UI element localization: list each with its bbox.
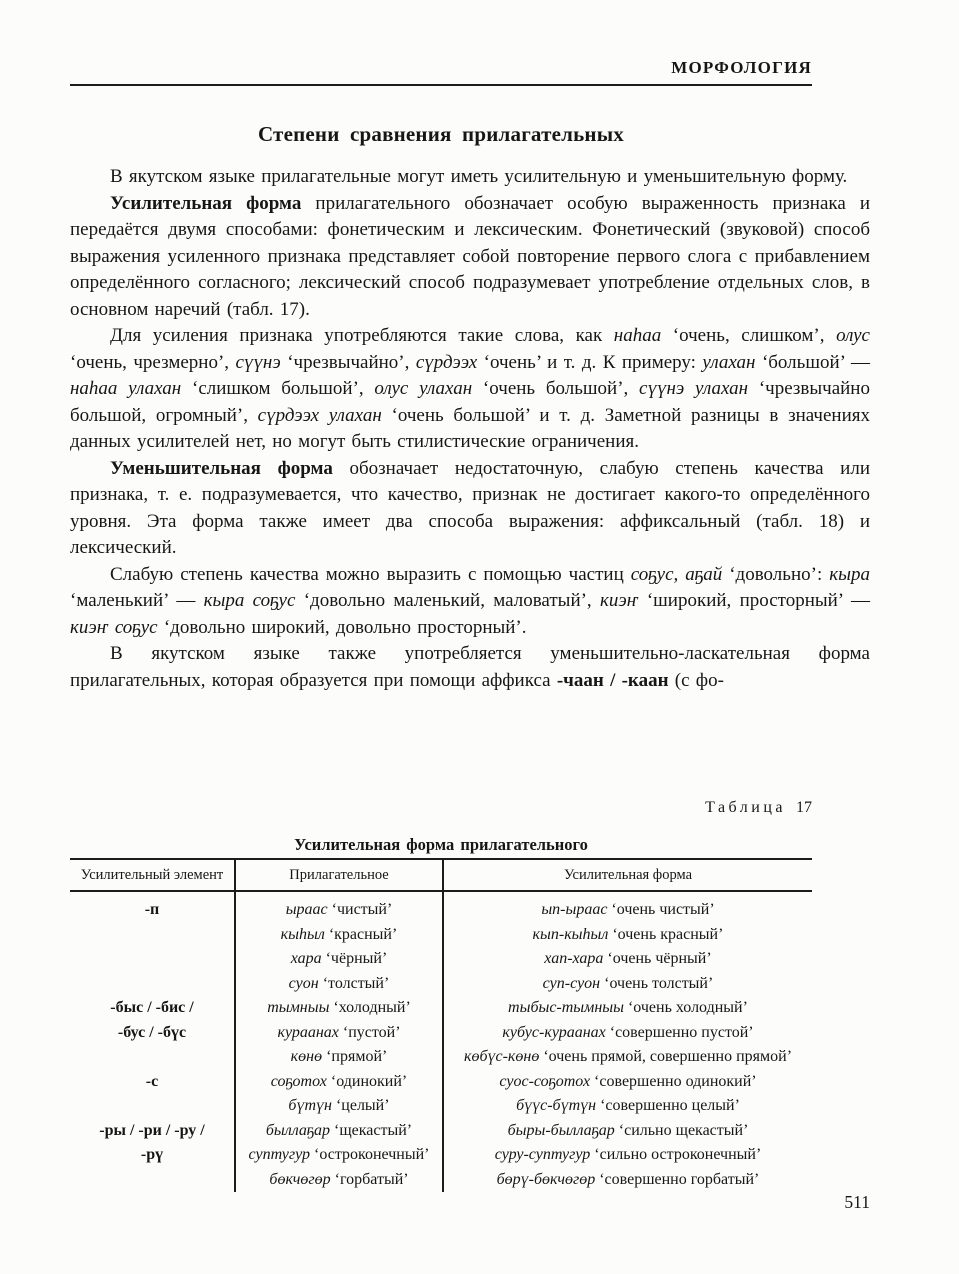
affix-cell: -быс / -бис / [70,996,235,1021]
adjective-cell [235,996,443,1021]
table-caption [70,799,812,817]
russian-gloss: ‘холодный’ [329,999,411,1016]
yakut-word-run: киэҥ [599,590,639,611]
yakut-word: суптугур [248,1146,310,1163]
bold-run: -чаан / -каан [556,669,669,691]
russian-gloss: ‘горбатый’ [330,1170,409,1188]
adjective-cell [235,1094,443,1119]
form-cell [443,1045,812,1070]
affix-cell [70,947,235,972]
yakut-word: көбүс-көнө [463,1048,540,1065]
affix-cell: -п [70,891,235,923]
table-row [70,972,812,997]
form-cell [443,996,812,1021]
yakut-word-run: улахан [702,351,756,373]
table-caption-number: 17 [796,799,812,816]
form-cell [443,972,812,997]
russian-gloss: ‘очень чистый’ [607,901,715,918]
table-row [70,1168,812,1193]
table-row [70,1094,812,1119]
russian-gloss: ‘совершенно пустой’ [605,1023,754,1041]
affix-cell [70,1168,235,1193]
russian-gloss: ‘сильно щекастый’ [614,1121,749,1139]
text-run: Для усиления признака употребляются такие слова, как [110,325,614,346]
yakut-word: соҕотох [270,1072,327,1090]
russian-gloss: ‘сильно остроконечный’ [590,1146,762,1163]
russian-gloss: ‘целый’ [331,1097,390,1114]
table-caption-word: Таблица [705,799,786,816]
text-run: ‘очень, слишком’, [661,325,837,346]
affix-cell [70,972,235,997]
text-run: ‘большой’ — [755,351,870,373]
paragraph [70,456,870,562]
form-cell [443,1021,812,1046]
table-row [70,947,812,972]
yakut-word-run: наһаа [613,325,662,346]
table-header-row [70,859,812,891]
paragraphs [70,164,870,694]
table-row [70,1119,812,1144]
page-number: 511 [844,1192,870,1212]
form-cell [443,923,812,948]
yakut-word-run: сүрдээх [415,351,478,373]
form-cell [443,1070,812,1095]
table-row [70,1070,812,1095]
adjective-cell [235,1143,443,1168]
text-run: (с фо- [668,669,724,691]
affix-cell: -бус / -бүс [70,1021,235,1046]
form-cell [443,1119,812,1144]
table-title: Усилительная форма прилагательного [294,835,588,854]
table-row [70,1045,812,1070]
yakut-word: суос-соҕотох [499,1072,591,1090]
russian-gloss: ‘остроконечный’ [309,1146,430,1163]
yakut-word: бөкчөгөр [269,1170,331,1188]
yakut-word: тымныы [267,999,330,1016]
paragraph [70,323,870,456]
russian-gloss: ‘очень чёрный’ [603,950,712,967]
yakut-word-run: кыра [829,563,870,585]
bold-run: Усилительная форма [110,192,302,214]
russian-gloss: ‘щекастый’ [330,1121,413,1139]
yakut-word: бөрү-бөкчөгөр [496,1170,596,1188]
yakut-word-run: сүүнэ [235,351,281,373]
affix-cell: -ры / -ри / -ру / [70,1119,235,1144]
adjective-cell [235,1070,443,1095]
yakut-word: кураанах [277,1023,339,1041]
text-run: ‘широкий, просторный’ — [638,590,870,611]
table-row [70,1021,812,1046]
russian-gloss: ‘одинокий’ [326,1072,408,1090]
text-run: Слабую степень качества можно выразить с помощью частиц [110,563,631,585]
adjective-cell [235,1119,443,1144]
yakut-word: быллаҕар [265,1121,330,1139]
yakut-word-run: сүүнэ улахан [639,378,749,399]
form-cell [443,1168,812,1193]
text-run: В якутском языке прилагательные могут иметь усилительную и уменьшительную форму. [110,166,848,187]
yakut-word: ыраас [285,901,328,918]
adjective-cell [235,1045,443,1070]
affix-cell: -рү [70,1143,235,1168]
yakut-word-run: кыра соҕус [203,590,296,611]
text-run: ‘маленький’ — [70,590,204,611]
text-run: ‘очень большой’, [472,378,640,399]
yakut-word: хара [290,950,322,967]
text-run: ‘довольно’: [722,563,830,585]
russian-gloss: ‘прямой’ [322,1048,388,1065]
table-row [70,923,812,948]
yakut-word: суон [288,974,319,992]
text-run: ‘довольно широкий, довольно просторный’. [157,616,527,638]
russian-gloss: ‘очень прямой, совершенно прямой’ [539,1048,793,1065]
form-cell [443,1143,812,1168]
yakut-word-run: соҕус, аҕай [630,563,723,585]
yakut-word: хап-хара [544,950,604,967]
russian-gloss: ‘очень толстый’ [600,974,714,992]
text-run: ‘чрезвычайно большой, огромный’, [70,378,870,426]
table-row [70,1143,812,1168]
table-row [70,891,812,923]
table-body [70,891,812,1192]
russian-gloss: ‘чёрный’ [321,950,388,967]
adjective-cell [235,1021,443,1046]
running-head-label: МОРФОЛОГИЯ [671,58,812,77]
russian-gloss: ‘очень холодный’ [623,999,748,1016]
column-header-form: Усилительная форма [443,859,812,891]
intensive-forms-table [70,858,812,1192]
column-header-affix: Усилительный элемент [70,859,235,891]
yakut-word-run: сүрдээх улахан [257,404,382,426]
affix-cell: -с [70,1070,235,1095]
adjective-cell [235,1168,443,1193]
russian-gloss: ‘совершенно целый’ [596,1097,740,1114]
yakut-word: көнө [290,1048,323,1065]
yakut-word-run: олус [836,325,870,346]
yakut-word: ып-ыраас [541,901,608,918]
text-run: обозначает недостаточную, слабую степень качества или признака, т. е. подразумевается, что качество, признак не достигает какого-то определённого уровня. Эта форма также имеет два способа выражения: аффиксальный (табл. 18) и лексический. [70,457,870,558]
form-cell [443,1094,812,1119]
yakut-word: бүүс-бүтүн [516,1097,597,1114]
text-run: ‘очень большой’ и т. д. Заметной разницы в значениях данных усилителей нет, но могут быть стилистические ограничения. [70,404,871,452]
yakut-word: быры-быллаҕар [507,1121,615,1139]
yakut-word: бүтүн [288,1097,332,1114]
table-row [70,996,812,1021]
russian-gloss: ‘красный’ [324,925,398,943]
russian-gloss: ‘совершенно одинокий’ [590,1072,757,1090]
text-run: ‘довольно маленький, маловатый’, [295,590,600,611]
adjective-cell [235,972,443,997]
affix-cell [70,1094,235,1119]
adjective-cell [235,923,443,948]
adjective-cell [235,891,443,923]
yakut-word-run: киэҥ соҕус [70,616,158,638]
yakut-word: суп-суон [542,974,601,992]
running-head [70,58,812,86]
affix-cell [70,1045,235,1070]
russian-gloss: ‘совершенно горбатый’ [595,1170,760,1188]
russian-gloss: ‘толстый’ [318,974,390,992]
form-cell [443,947,812,972]
russian-gloss: ‘очень красный’ [608,925,724,943]
yakut-word-run: олус улахан [374,378,473,399]
yakut-word-run: наһаа улахан [70,378,182,399]
table-header [70,859,812,891]
yakut-word: суру-суптугур [494,1146,591,1163]
page-title: Степени сравнения прилагательных [257,122,625,146]
bold-run: Уменьшительная форма [110,457,333,479]
text-run: прилагательного обозначает особую выраженность признака и передаётся двумя способами: фонетическим и лексическим. Фонетический (звуковой) способ выражения усиленного признака представляет собой повторение первого слога с прибавлением определённого согласного; лексический способ подразумевает употребление отдельных слов, в основном наречий (табл. 17). [70,192,870,320]
paragraph [70,641,870,694]
paragraph [70,164,870,191]
russian-gloss: ‘пустой’ [338,1023,401,1041]
column-header-adjective: Прилагательное [235,859,443,891]
yakut-word: кып-кыһыл [532,925,609,943]
affix-cell [70,923,235,948]
yakut-word: кубус-кураанах [502,1023,606,1041]
paragraph [70,191,870,324]
text-run: ‘очень, чрезмерно’, [70,351,236,373]
form-cell [443,891,812,923]
yakut-word: тыбыс-тымныы [508,999,624,1016]
russian-gloss: ‘чистый’ [327,901,393,918]
yakut-word: кыһыл [280,925,325,943]
text-run: В якутском языке также употребляется уменьшительно-ласкательная форма прилагательных, которая образуется при помощи аффикса [70,643,870,691]
adjective-cell [235,947,443,972]
text-run: ‘слишком большой’, [181,378,375,399]
text-run: ‘очень’ и т. д. К примеру: [477,351,703,373]
text-run: ‘чрезвычайно’, [280,351,416,373]
paragraph [70,562,870,642]
